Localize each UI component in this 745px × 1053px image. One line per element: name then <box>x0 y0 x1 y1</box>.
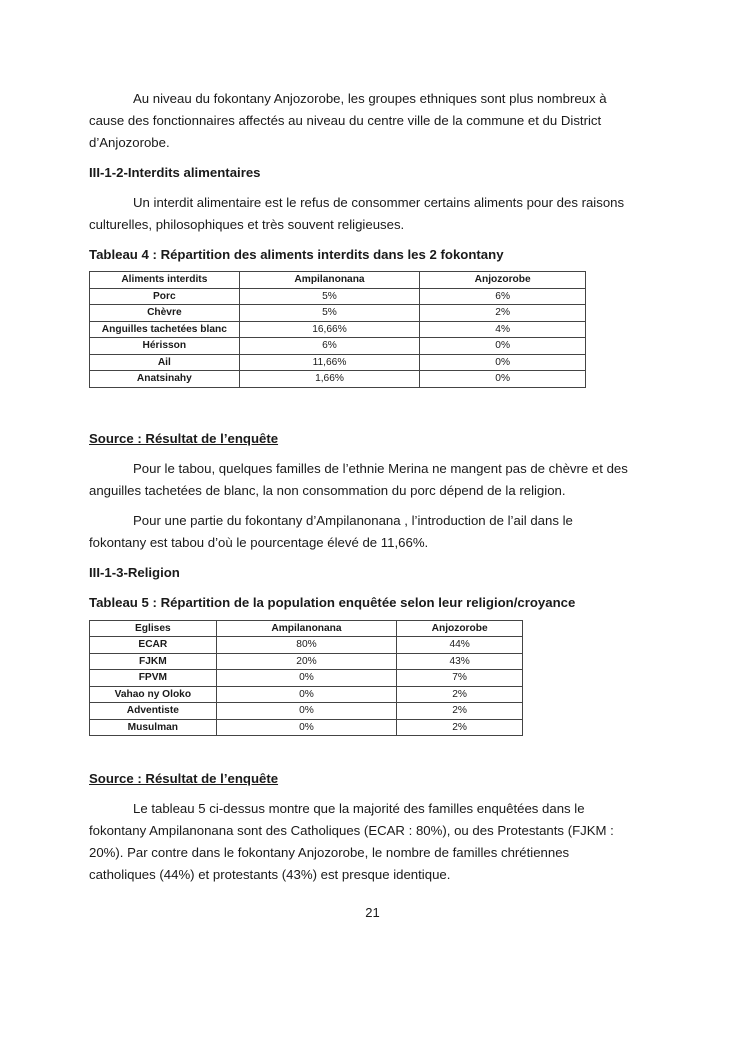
table-header-row <box>90 272 586 289</box>
table-row <box>90 321 586 338</box>
table-cell: Porc <box>90 288 240 305</box>
section-heading-interdits: III-1-2-Interdits alimentaires <box>89 165 261 180</box>
column-header: Ampilanonana <box>216 620 397 637</box>
table-row <box>90 354 586 371</box>
table-cell: Vahao ny Oloko <box>90 686 217 703</box>
table-cell: FPVM <box>90 670 217 687</box>
table-cell: ECAR <box>90 637 217 654</box>
paragraph-ethnic-groups: Au niveau du fokontany Anjozorobe, les groupes ethniques sont plus nombreux à cause des fonctionnaires affectés au niveau du centre ville de la commune et du District d’Anjozorobe. <box>89 91 607 150</box>
table-cell: 16,66% <box>239 321 420 338</box>
table-cell: 0% <box>420 371 586 388</box>
table-cell: 6% <box>420 288 586 305</box>
table-cell: 5% <box>239 288 420 305</box>
table-cell: 2% <box>420 305 586 322</box>
table-cell: 1,66% <box>239 371 420 388</box>
table-cell: 11,66% <box>239 354 420 371</box>
table-cell: 0% <box>216 703 397 720</box>
table-row <box>90 637 523 654</box>
table-cell: 20% <box>216 653 397 670</box>
table5-title: Tableau 5 : Répartition de la population enquêtée selon leur religion/croyance <box>89 594 576 610</box>
table-cell: 7% <box>397 670 523 687</box>
table-cell: Chèvre <box>90 305 240 322</box>
table4-title: Tableau 4 : Répartition des aliments interdits dans les 2 fokontany <box>89 247 504 262</box>
table-row <box>90 719 523 736</box>
source-note: Source : Résultat de l’enquête <box>89 771 279 786</box>
table-cell: FJKM <box>90 653 217 670</box>
table-cell: 2% <box>397 719 523 736</box>
table-cell: Hérisson <box>90 338 240 355</box>
table-row <box>90 288 586 305</box>
table-row <box>90 653 523 670</box>
table-row <box>90 305 586 322</box>
table-cell: 43% <box>397 653 523 670</box>
column-header: Aliments interdits <box>90 272 240 289</box>
table-row <box>90 686 523 703</box>
table-cell: Musulman <box>90 719 217 736</box>
table-row <box>90 703 523 720</box>
section-heading-religion: III-1-3-Religion <box>89 564 180 580</box>
table-row <box>90 371 586 388</box>
paragraph-ail: Pour une partie du fokontany d’Ampilanonana , l’introduction de l’ail dans le fokontany est tabou d’où le pourcentage élevé de 11,66%. <box>89 512 573 550</box>
table-row <box>90 670 523 687</box>
document-page <box>89 88 629 886</box>
column-header: Ampilanonana <box>239 272 420 289</box>
table-cell: 0% <box>216 686 397 703</box>
table-cell: 4% <box>420 321 586 338</box>
source-note: Source : Résultat de l’enquête <box>89 430 279 446</box>
table-cell: 0% <box>216 670 397 687</box>
table-cell: Adventiste <box>90 703 217 720</box>
table-religion <box>89 620 523 737</box>
table-header-row <box>90 620 523 637</box>
table-cell: 0% <box>420 338 586 355</box>
table-cell: 5% <box>239 305 420 322</box>
page-number: 21 <box>365 905 380 920</box>
column-header: Eglises <box>90 620 217 637</box>
table-cell: 6% <box>239 338 420 355</box>
table-cell: 0% <box>420 354 586 371</box>
table-cell: Anatsinahy <box>90 371 240 388</box>
table-cell: 2% <box>397 686 523 703</box>
paragraph-religion-summary: Le tableau 5 ci-dessus montre que la majorité des familles enquêtées dans le fokontany Ampilanonana sont des Catholiques (ECAR : 80%), ou des Protestants (FJKM : 20%). Par contre dans le fokontany Anjozorobe, le nombre de familles chrétiennes catholiques (44%) et protestants (43%) est presque identique. <box>89 801 614 882</box>
table-cell: 0% <box>216 719 397 736</box>
paragraph-tabou: Pour le tabou, quelques familles de l’ethnie Merina ne mangent pas de chèvre et des anguilles tachetées de blanc, la non consommation du porc dépend de la religion. <box>89 460 628 498</box>
table-row <box>90 338 586 355</box>
table-cell: 2% <box>397 703 523 720</box>
table-cell: 44% <box>397 637 523 654</box>
table-cell: Ail <box>90 354 240 371</box>
column-header: Anjozorobe <box>397 620 523 637</box>
table-aliments-interdits <box>89 271 586 388</box>
table-cell: 80% <box>216 637 397 654</box>
column-header: Anjozorobe <box>420 272 586 289</box>
paragraph-interdit-definition: Un interdit alimentaire est le refus de consommer certains aliments pour des raisons culturelles, philosophiques et très souvent religieuses. <box>89 195 625 232</box>
table-cell: Anguilles tachetées blanc <box>90 321 240 338</box>
